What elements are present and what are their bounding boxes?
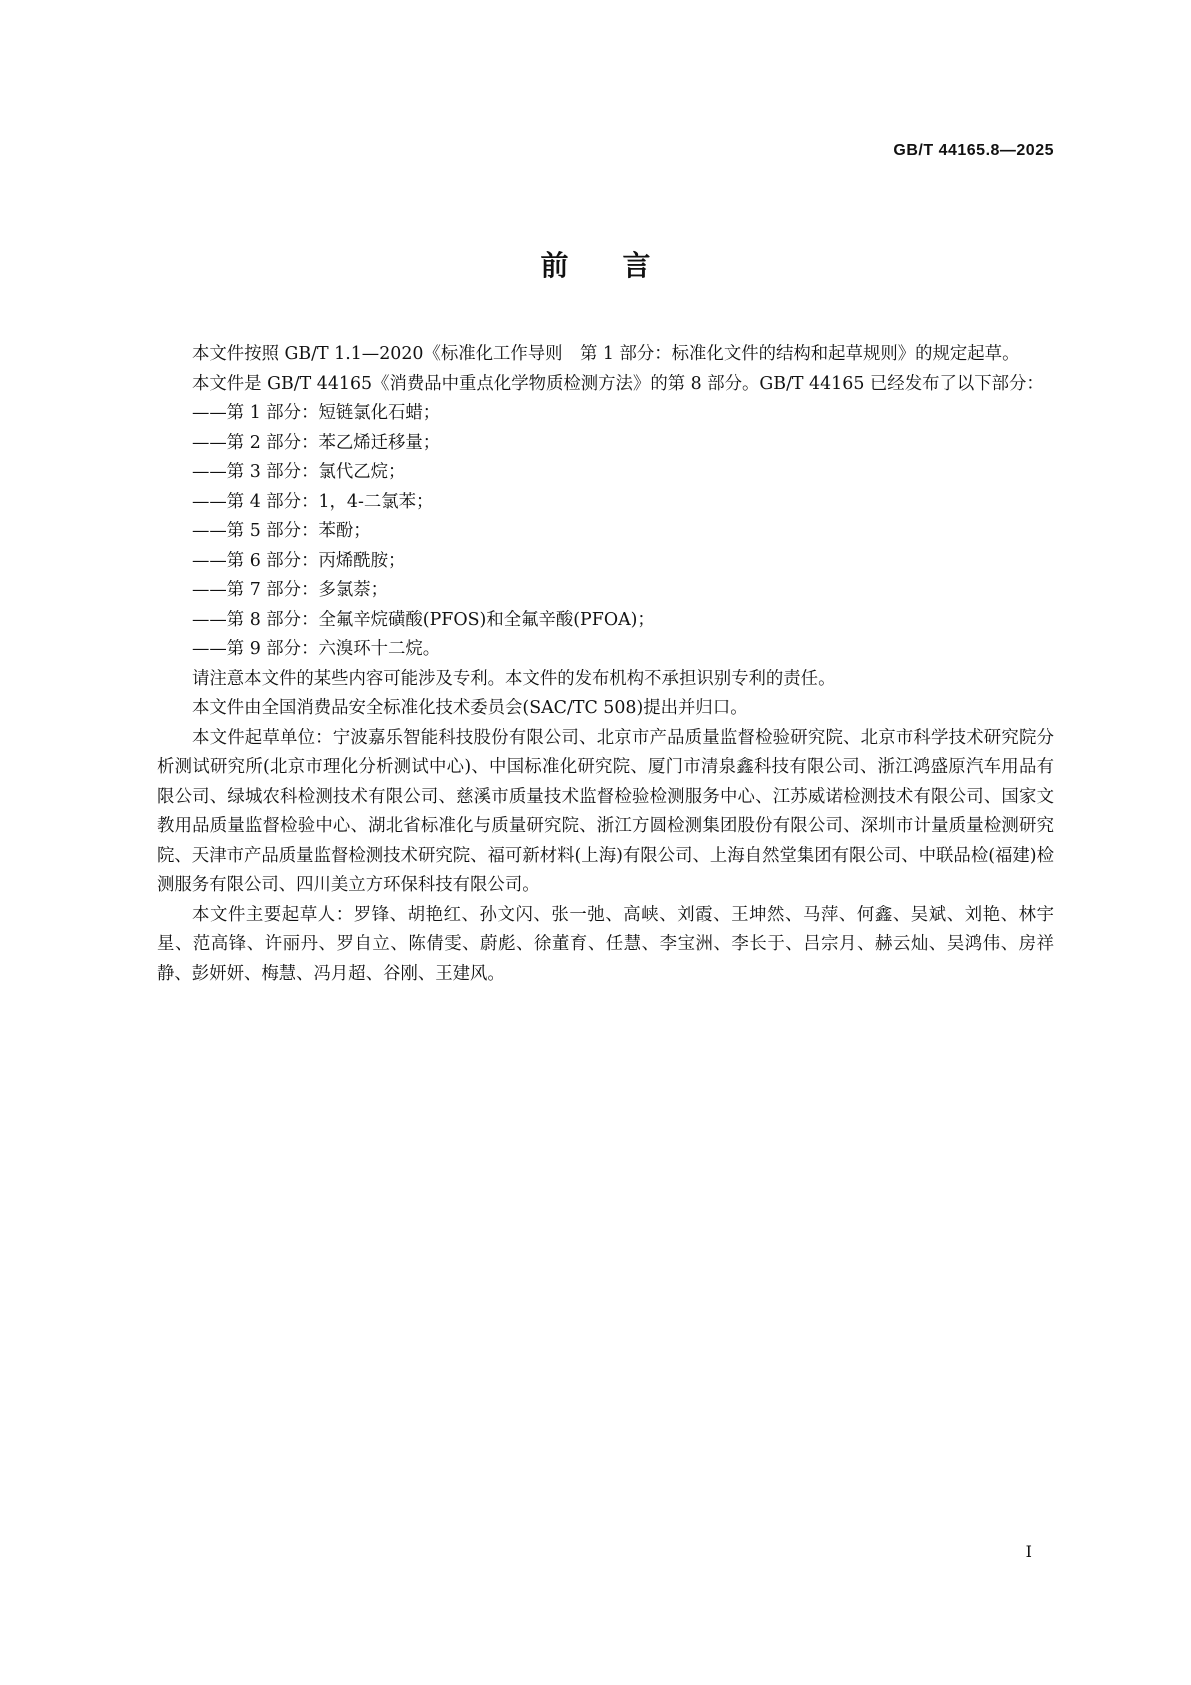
paragraph-proposer: 本文件由全国消费品安全标准化技术委员会(SAC/TC 508)提出并归口。 (192, 698, 748, 718)
foreword-body (157, 340, 1054, 989)
list-item-part-7: ——第 7 部分：多氯萘； (192, 580, 389, 600)
page-title (0, 244, 1191, 284)
paragraph-patent-notice: 请注意本文件的某些内容可能涉及专利。本文件的发布机构不承担识别专利的责任。 (192, 668, 836, 689)
list-item-part-6: ——第 6 部分：丙烯酰胺； (192, 550, 406, 571)
paragraph-series-intro: 本文件是 GB/T 44165《消费品中重点化学物质检测方法》的第 8 部分。GB/T 44165 已经发布了以下部分： (192, 373, 1044, 394)
list-item-part-8: ——第 8 部分：全氟辛烷磺酸(PFOS)和全氟辛酸(PFOA)； (192, 609, 655, 630)
list-item-part-5: ——第 5 部分：苯酚； (192, 521, 371, 541)
list-item-part-3: ——第 3 部分：氯代乙烷； (192, 462, 406, 482)
list-item-part-9: ——第 9 部分：六溴环十二烷。 (192, 639, 441, 659)
list-item-part-4: ——第 4 部分：1，4-二氯苯； (192, 491, 434, 512)
paragraph-drafting-rules: 本文件按照 GB/T 1.1—2020《标准化工作导则 第 1 部分：标准化文件的结构和起草规则》的规定起草。 (192, 344, 1020, 364)
title-char-1: 前 (540, 249, 569, 282)
page-number: I (1025, 1542, 1032, 1561)
paragraph-drafters: 本文件主要起草人：罗锋、胡艳红、孙文闪、张一弛、高峡、刘霞、王坤然、马萍、何鑫、吴斌、刘艳、林宇星、范高锋、许丽丹、罗自立、陈倩雯、蔚彪、徐董育、任慧、李宝洲、李长于、吕宗月、赫云灿、吴鸿伟、房祥静、彭妍妍、梅慧、冯月超、谷刚、王建风。 (157, 904, 1054, 984)
title-char-2: 言 (622, 249, 651, 282)
list-item-part-2: ——第 2 部分：苯乙烯迁移量； (192, 432, 441, 453)
list-item-part-1: ——第 1 部分：短链氯化石蜡； (192, 403, 441, 423)
standard-number: GB/T 44165.8—2025 (893, 142, 1054, 159)
paragraph-drafting-units: 本文件起草单位：宁波嘉乐智能科技股份有限公司、北京市产品质量监督检验研究院、北京市科学技术研究院分析测试研究所(北京市理化分析测试中心)、中国标准化研究院、厦门市清泉鑫科技有限公司、浙江鸿盛原汽车用品有限公司、绿城农科检测技术有限公司、慈溪市质量技术监督检验检测服务中心、江苏威诺检测技术有限公司、国家文教用品质量监督检验中心、湖北省标准化与质量研究院、浙江方圆检测集团股份有限公司、深圳市计量质量检测研究院、天津市产品质量监督检测技术研究院、福可新材料(上海)有限公司、上海自然堂集团有限公司、中联品检(福建)检测服务有限公司、四川美立方环保科技有限公司。 (157, 727, 1054, 895)
